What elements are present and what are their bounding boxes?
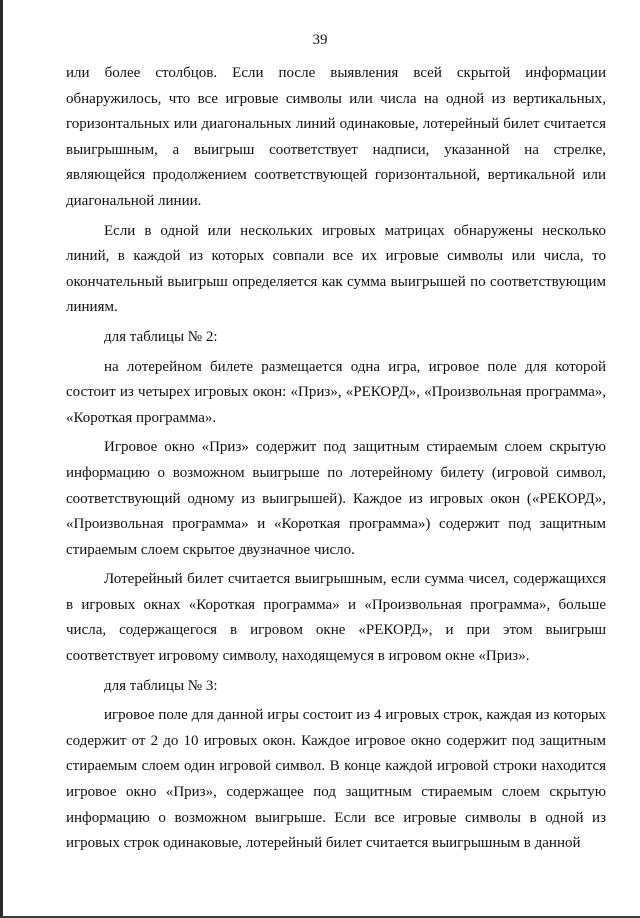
paragraph-winning-condition: Лотерейный билет считается выигрышным, если сумма чисел, содержащихся в игровых окнах «Короткая программа» и «Произвольная программа», больше числа, содержащегося в игровом окне «РЕКОРД», и при этом выигрыш соответствует игровому символу, находящемуся в игровом окне «Приз».	[66, 571, 606, 665]
paragraph-continuation: или более столбцов. Если после выявления всей скрытой информации обнаружилось, что все игровые символы или числа на одной из вертикальных, горизонтальных или диагональных линий одинаковые, лотерейный билет считается выигрышным, а выигрыш соответствует надписи, указанной на стрелке, являющейся продолжением соответствующей горизонтальной, вертикальной или диагональной линии.	[66, 65, 606, 209]
paragraph-multiple-lines: Если в одной или нескольких игровых матрицах обнаружены несколько линий, в каждой из которых совпали все их игровые символы или числа, то окончательный выигрыш определяется как сумма выигрышей по соответствующим линиям.	[66, 222, 606, 316]
paragraph-prize-window: Игровое окно «Приз» содержит под защитным стираемым слоем скрытую информацию о возможном выигрыше по лотерейному билету (игровой символ, соответствующий одному из выигрышей). Каждое из игровых окон («РЕКОРД», «Произвольная программа» и «Короткая программа») содержит под защитным стираемым слоем скрытое двузначное число.	[66, 439, 606, 558]
heading-table-2: для таблицы № 2:	[104, 328, 218, 345]
document-body	[66, 61, 606, 857]
heading-table-3: для таблицы № 3:	[104, 677, 218, 694]
scan-left-edge	[0, 0, 3, 918]
page-number: 39	[312, 32, 328, 48]
paragraph-table-3-field: игровое поле для данной игры состоит из 4 игровых строк, каждая из которых содержит от 2 до 10 игровых окон. Каждое игровое окно содержит под защитным стираемым слоем один игровой символ. В конце каждой игровой строки находится игровое окно «Приз», содержащее под защитным стираемым слоем скрытую информацию о возможном выигрыше. Если все игровые символы в одной из игровых строк одинаковые, лотерейный билет считается выигрышным в данной	[66, 707, 606, 852]
paragraph-table-2-field: на лотерейном билете размещается одна игра, игровое поле для которой состоит из четырех игровых окон: «Приз», «РЕКОРД», «Произвольная программа», «Короткая программа».	[66, 358, 606, 426]
